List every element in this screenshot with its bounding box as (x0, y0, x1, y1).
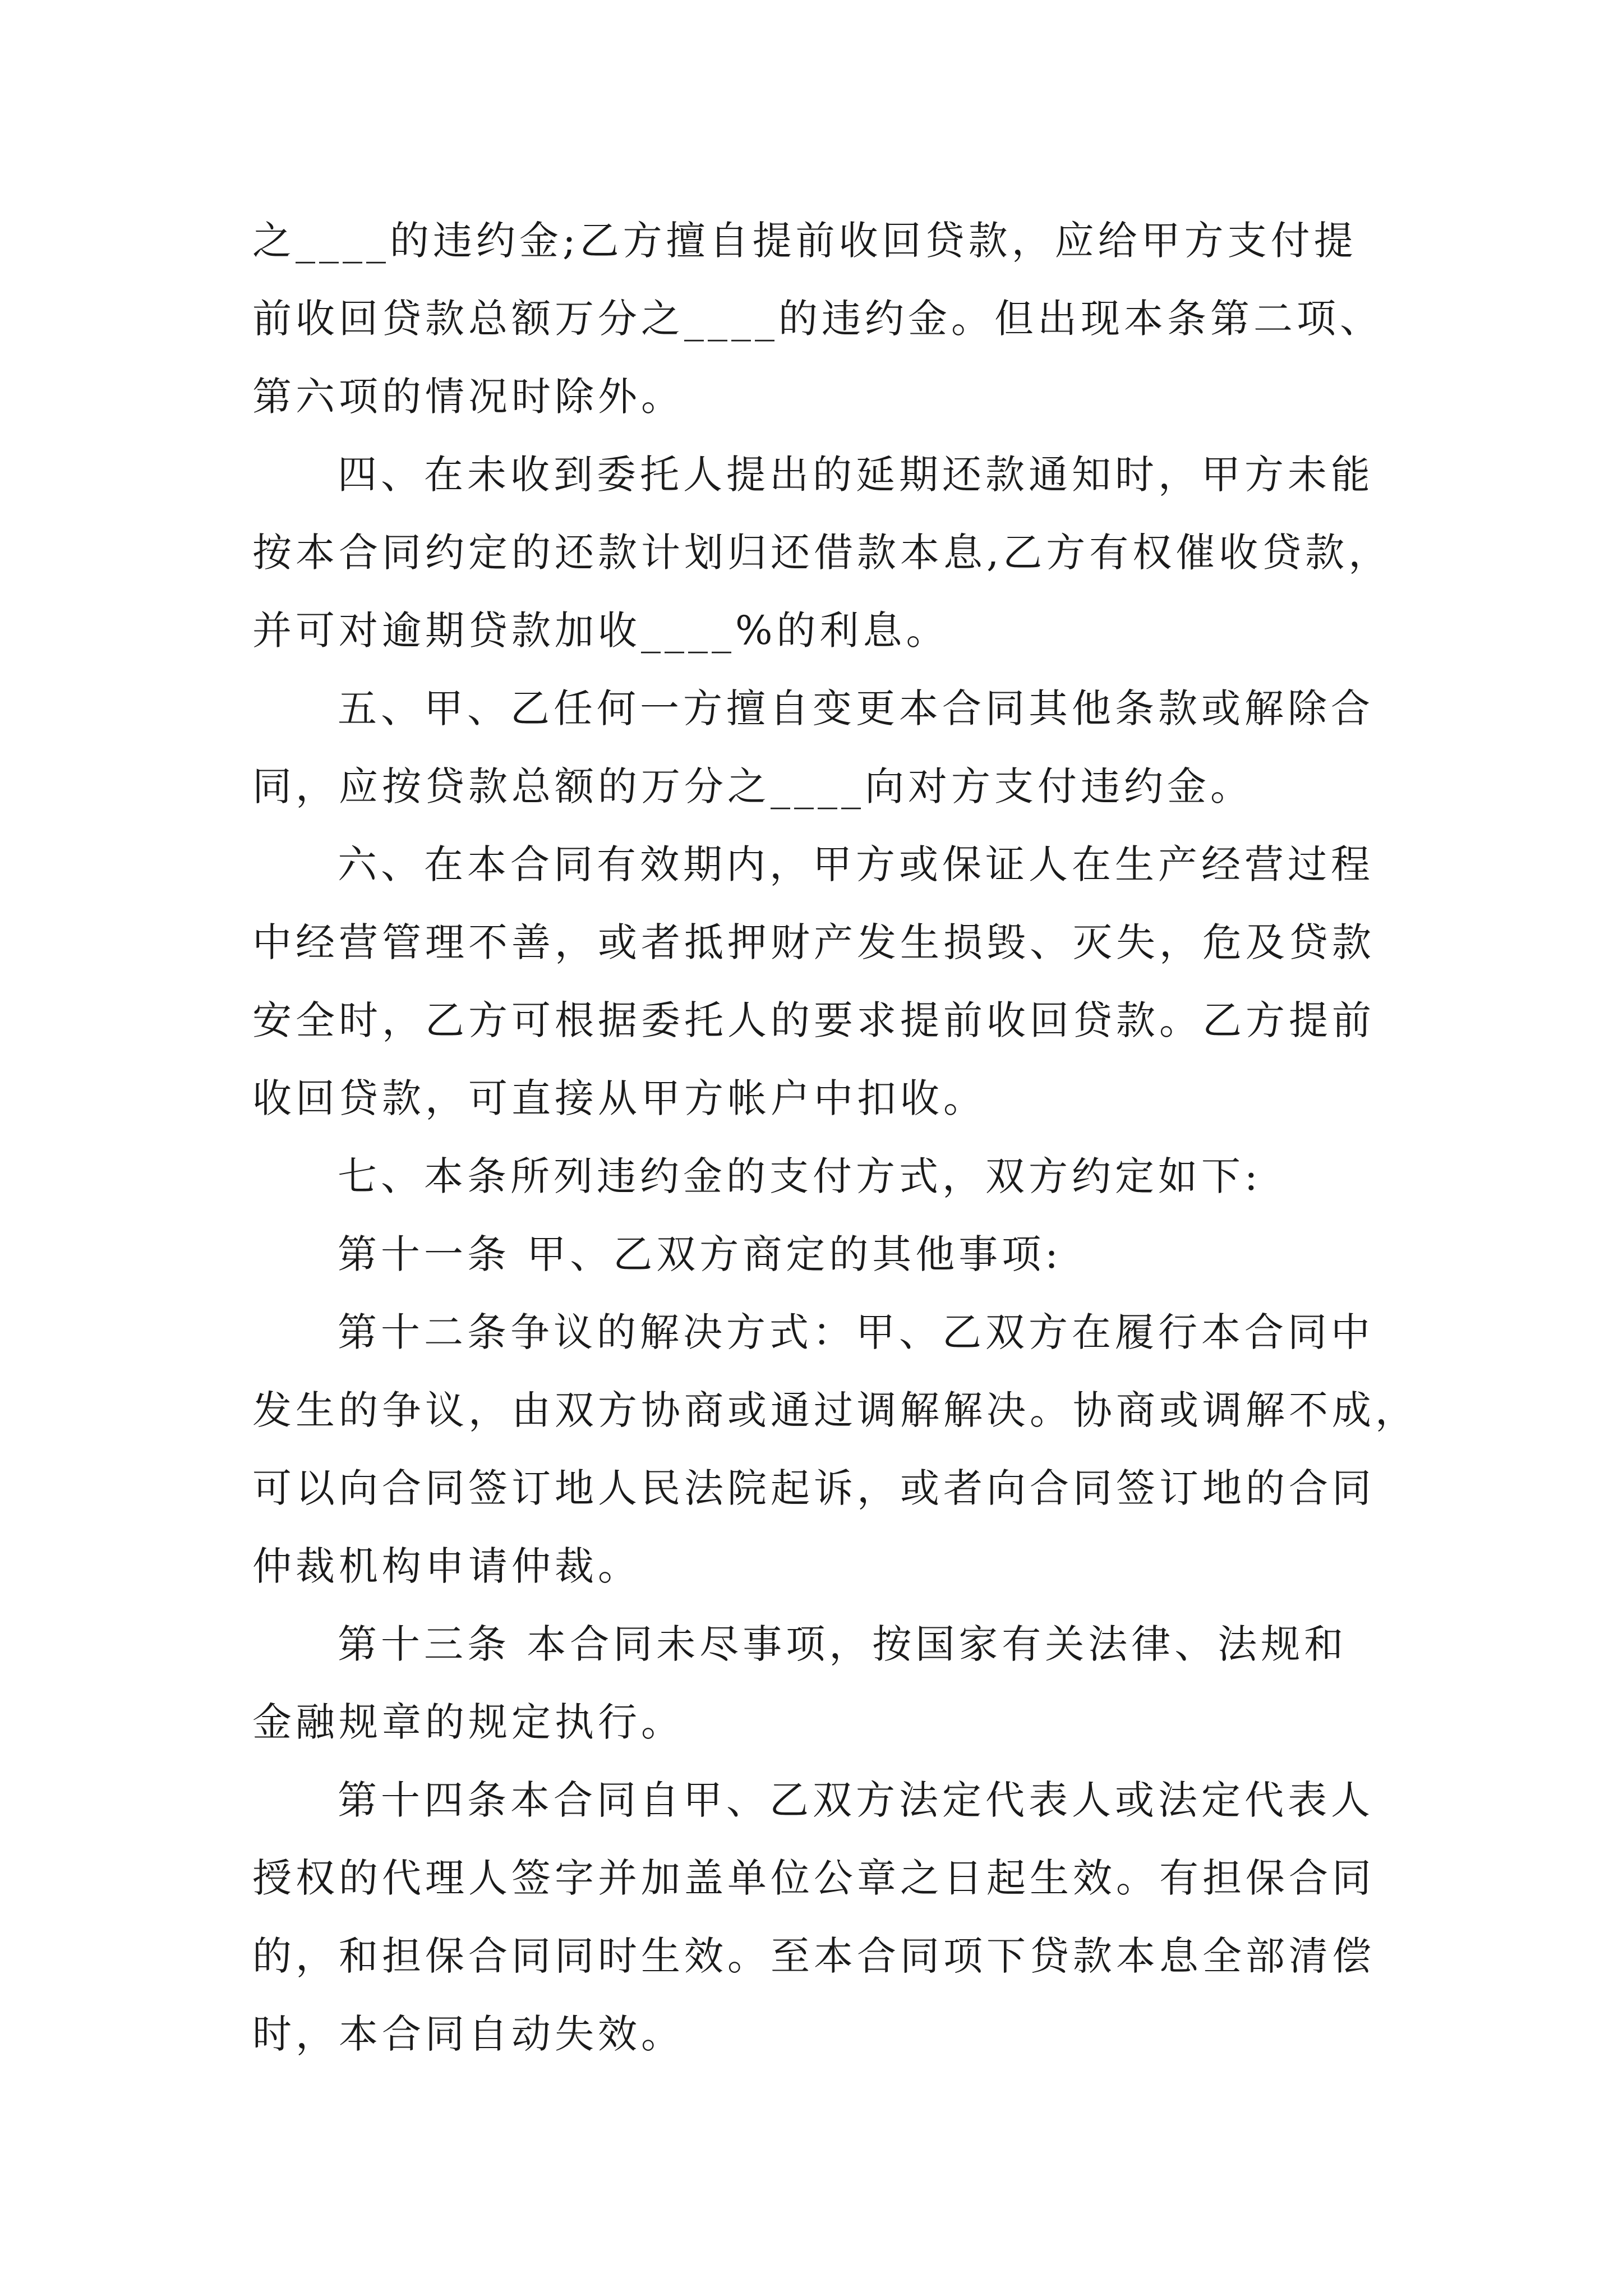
text-line: 之____的违约金;乙方擅自提前收回贷款，应给甲方支付提 (252, 218, 1357, 264)
text-line: 第六项的情况时除外。 (252, 374, 684, 420)
paragraph-seven-start: 七、本条所列违约金的支付方式，双方约定如下: (338, 1153, 1262, 1199)
article-eleven: 第十一条 甲、乙双方商定的其他事项: (338, 1231, 1062, 1277)
text-line: 前收回贷款总额万分之____的违约金。但出现本条第二项、 (252, 296, 1383, 342)
contract-body (252, 202, 1419, 2073)
text-line: 收回贷款，可直接从甲方帐户中扣收。 (252, 1075, 986, 1121)
article-fourteen-start: 第十四条本合同自甲、乙双方法定代表人或法定代表人 (338, 1777, 1374, 1823)
text-line: 同，应按贷款总额的万分之____向对方支付违约金。 (252, 763, 1253, 809)
article-twelve-start: 第十二条争议的解决方式：甲、乙双方在履行本合同中 (338, 1309, 1374, 1355)
text-line: 并可对逾期贷款加收____%的利息。 (252, 608, 949, 654)
text-line: 发生的争议，由双方协商或通过调解解决。协商或调解不成， (252, 1387, 1418, 1433)
paragraph-six-start: 六、在本合同有效期内，甲方或保证人在生产经营过程 (338, 841, 1374, 887)
text-line: 安全时，乙方可根据委托人的要求提前收回贷款。乙方提前 (252, 997, 1375, 1043)
text-line: 时，本合同自动失效。 (252, 2011, 684, 2057)
text-line: 授权的代理人签字并加盖单位公章之日起生效。有担保合同 (252, 1855, 1375, 1901)
paragraph-five-start: 五、甲、乙任何一方擅自变更本合同其他条款或解除合 (338, 685, 1374, 731)
text-line: 仲裁机构申请仲裁。 (252, 1543, 641, 1589)
text-line: 金融规章的规定执行。 (252, 1699, 684, 1745)
article-thirteen-start: 第十三条 本合同未尽事项，按国家有关法律、法规和 (338, 1621, 1348, 1667)
text-line: 可以向合同签订地人民法院起诉，或者向合同签订地的合同 (252, 1465, 1375, 1511)
text-line: 按本合同约定的还款计划归还借款本息,乙方有权催收贷款， (252, 530, 1392, 576)
paragraph-four-start: 四、在未收到委托人提出的延期还款通知时，甲方未能 (338, 452, 1374, 498)
text-line: 中经营管理不善，或者抵押财产发生损毁、灭失，危及贷款 (252, 919, 1375, 965)
text-line: 的，和担保合同同时生效。至本合同项下贷款本息全部清偿 (252, 1933, 1375, 1979)
